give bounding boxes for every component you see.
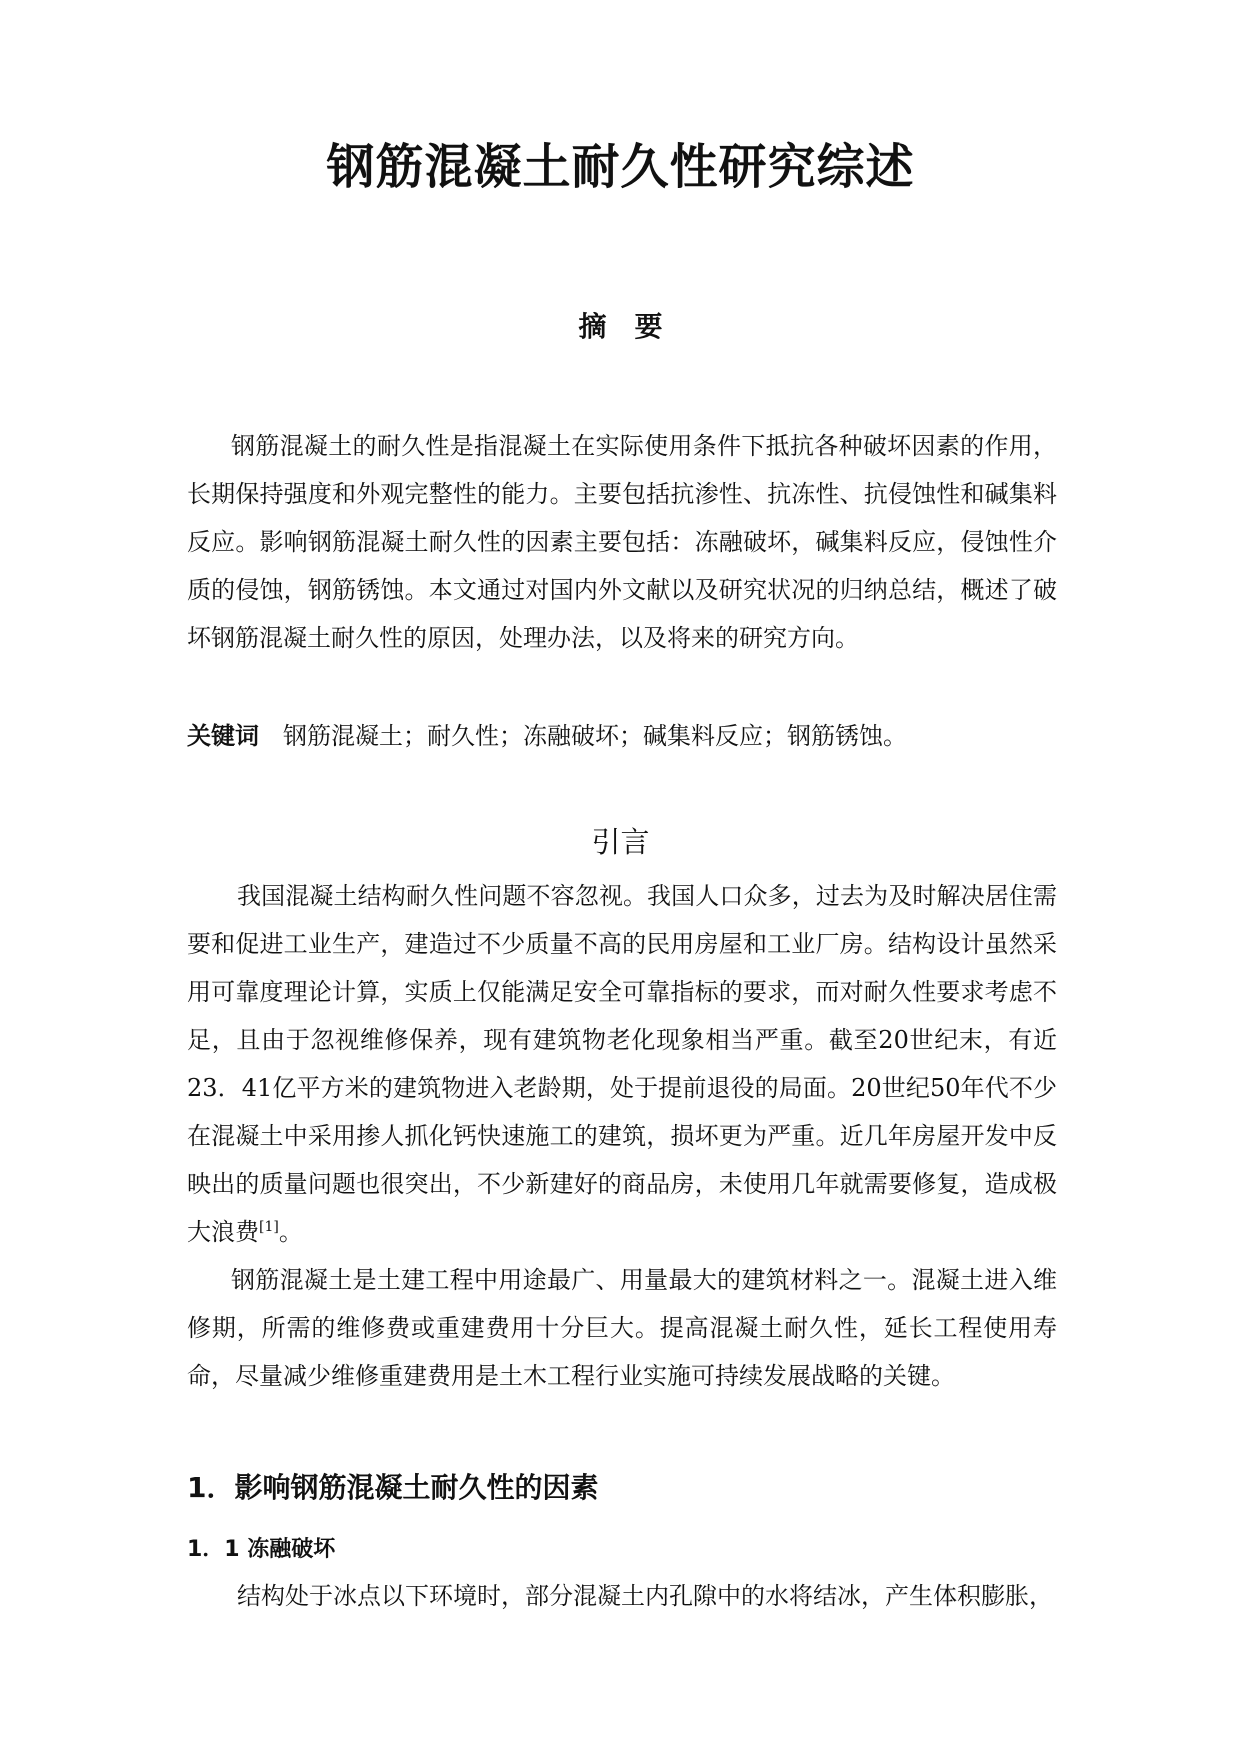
- keywords-text: 钢筋混凝土；耐久性；冻融破坏；碱集料反应；钢筋锈蚀。: [283, 722, 907, 750]
- citation-ref: [1]: [259, 1219, 279, 1235]
- intro-paragraph-2: 钢筋混凝土是土建工程中用途最广、用量最大的建筑材料之一。混凝土进入维修期，所需的维修费或重建费用十分巨大。提高混凝土耐久性，延长工程使用寿命，尽量减少维修重建费用是土木工程行业实施可持续发展战略的关键。: [187, 1266, 1057, 1390]
- section-1-1-paragraph: 结构处于冰点以下环境时，部分混凝土内孔隙中的水将结冰，产生体积膨胀，: [237, 1582, 1053, 1610]
- abstract-paragraph: 钢筋混凝土的耐久性是指混凝土在实际使用条件下抵抗各种破坏因素的作用，长期保持强度和外观完整性的能力。主要包括抗渗性、抗冻性、抗侵蚀性和碱集料反应。影响钢筋混凝土耐久性的因素主要包括：冻融破坏，碱集料反应，侵蚀性介质的侵蚀，钢筋锈蚀。本文通过对国内外文献以及研究状况的归纳总结，概述了破坏钢筋混凝土耐久性的原因，处理办法，以及将来的研究方向。: [187, 432, 1057, 652]
- section-1-heading: 1．影响钢筋混凝土耐久性的因素: [187, 1471, 599, 1504]
- intro-body: [187, 872, 1057, 1400]
- intro-paragraph-1-end: 。: [278, 1218, 303, 1246]
- keywords-line: [187, 716, 1057, 756]
- document-title: 钢筋混凝土耐久性研究综述: [326, 139, 915, 195]
- abstract-heading: 摘要: [578, 310, 691, 343]
- abstract-body: [187, 422, 1057, 662]
- section-1-1-body: [187, 1572, 1057, 1620]
- intro-paragraph-1: [187, 872, 1057, 1256]
- keywords-label: 关键词: [187, 722, 259, 750]
- intro-paragraph-1-text: 我国混凝土结构耐久性问题不容忽视。我国人口众多，过去为及时解决居住需要和促进工业生产，建造过不少质量不高的民用房屋和工业厂房。结构设计虽然采用可靠度理论计算，实质上仅能满足安全可靠指标的要求，而对耐久性要求考虑不足，且由于忽视维修保养，现有建筑物老化现象相当严重。截至20世纪末，有近23．41亿平方米的建筑物进入老龄期，处于提前退役的局面。20世纪50年代不少在混凝土中采用掺人抓化钙快速施工的建筑，损坏更为严重。近几年房屋开发中反映出的质量问题也很突出，不少新建好的商品房，未使用几年就需要修复，造成极大浪费: [187, 882, 1057, 1246]
- section-1-1-heading: 1．1 冻融破坏: [187, 1537, 336, 1562]
- intro-heading: 引言: [591, 825, 650, 859]
